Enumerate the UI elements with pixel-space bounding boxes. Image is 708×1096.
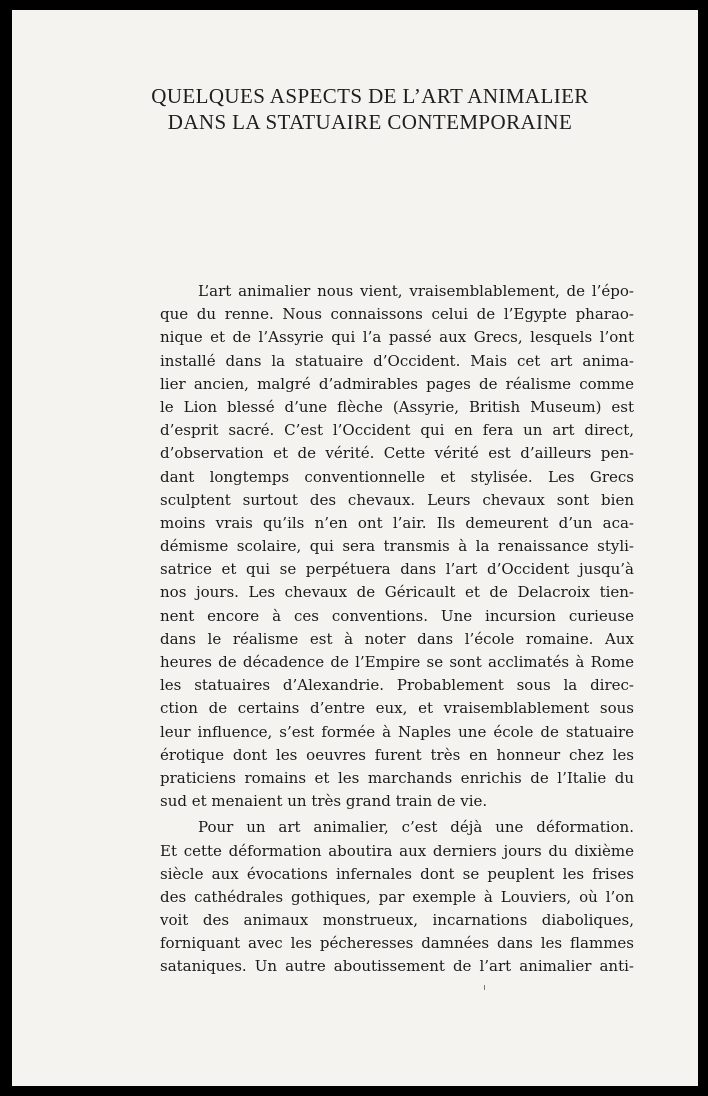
text-line: le Lion blessé d’une flèche (Assyrie, British Museum) est [160,397,634,416]
text-line: les statuaires d’Alexandrie. Probablement sous la direc- [160,676,634,695]
text-line: L’art animalier nous vient, vraisemblablement, de l’épo- [198,282,634,300]
text-line: dant longtemps conventionnelle et stylisée. Les Grecs [160,467,634,486]
text-line: satrice et qui se perpétuera dans l’art d’Occident jusqu’à [160,560,634,579]
text-line: voit des animaux monstrueux, incarnations diaboliques, [160,911,634,930]
text-line: ction de certains d’entre eux, et vraisemblablement sous [160,699,634,718]
text-line: des cathédrales gothiques, par exemple à Louviers, où l’on [160,887,634,906]
paragraph-2 [160,816,634,978]
text-line: heures de décadence de l’Empire se sont acclimatés à Rome [160,653,634,671]
text-line: siècle aux évocations infernales dont se peuplent les frises [160,864,634,883]
text-line: praticiens romains et les marchands enrichis de l’Italie du [160,768,634,787]
text-line: Pour un art animalier, c’est déjà une déformation. [198,818,634,837]
title-line-2: DANS LA STATUAIRE CONTEMPORAINE [167,110,573,134]
text-line: moins vrais qu’ils n’en ont l’air. Ils demeurent d’un aca- [160,513,634,532]
text-line: installé dans la statuaire d’Occident. Mais cet art anima- [160,351,634,370]
print-speck [484,985,485,990]
text-line: leur influence, s’est formée à Naples une école de statuaire [160,722,634,741]
text-line: sud et menaient un très grand train de vie. [160,792,488,811]
body-text [160,280,634,979]
book-page [12,10,698,1086]
text-line: lier ancien, malgré d’admirables pages de réalisme comme [160,374,634,393]
paragraph-1 [160,280,634,813]
text-line: sataniques. Un autre aboutissement de l’art animalier anti- [160,957,634,976]
text-line: d’esprit sacré. C’est l’Occident qui en fera un art direct, [160,421,634,440]
text-line: érotique dont les oeuvres furent très en honneur chez les [160,745,634,764]
text-line: nos jours. Les chevaux de Géricault et de Delacroix tien- [160,583,634,602]
text-line: nent encore à ces conventions. Une incursion curieuse [160,606,634,625]
text-line: Et cette déformation aboutira aux derniers jours du dixième [160,841,634,860]
text-line: forniquant avec les pécheresses damnées dans les flammes [160,934,634,953]
text-line: nique et de l’Assyrie qui l’a passé aux Grecs, lesquels l’ont [160,328,634,347]
text-line: que du renne. Nous connaissons celui de l’Egypte pharao- [160,305,634,324]
text-line: dans le réalisme est à noter dans l’école romaine. Aux [160,629,634,648]
chapter-title [12,83,698,135]
text-line: démisme scolaire, qui sera transmis à la renaissance styli- [160,537,634,556]
text-line: sculptent surtout des chevaux. Leurs chevaux sont bien [160,490,634,509]
text-line: d’observation et de vérité. Cette vérité est d’ailleurs pen- [160,444,634,463]
title-line-1: QUELQUES ASPECTS DE L’ART ANIMALIER [151,84,589,108]
